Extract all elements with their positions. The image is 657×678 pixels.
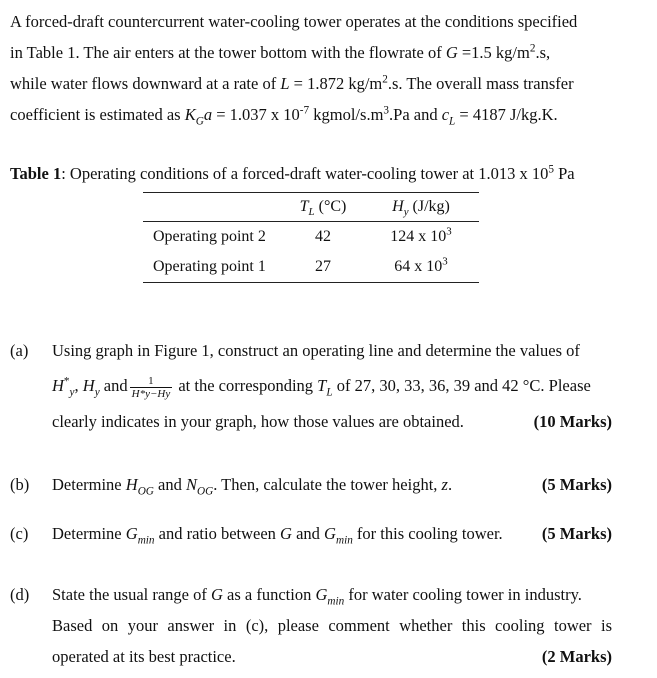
fraction: $\frac{1}{H*y-Hy}$ <box>131 374 171 400</box>
question-body <box>52 579 612 672</box>
intro-line-2: in Table 1. The air enters at the tower bottom with the flowrate of G =1.5 $kg/m^2.s$, <box>10 42 551 62</box>
question-line: $H^*_y$, $H_y$ and $\frac{1}{H*y-Hy}$ at the corresponding $T_L$ of 27, 30, 33, 36, 39 and 42 °C. Please <box>52 374 591 400</box>
question-body <box>52 518 612 549</box>
table-row <box>143 252 479 283</box>
marks-label: (5 Marks) <box>541 524 612 543</box>
table-caption: Table 1: Operating conditions of a forced-draft water-cooling tower at 1.013 x $10^5$ Pa <box>10 163 575 183</box>
question-line: Based on your answer in (c), please comment whether this cooling tower is <box>52 616 612 635</box>
problem-intro <box>10 6 650 130</box>
question-label: (d) <box>10 585 30 604</box>
row-hy-value: 124 x $10^3$ <box>390 225 452 245</box>
intro-line-1: A forced-draft countercurrent water-cooling tower operates at the conditions specified <box>10 12 578 31</box>
row-tl-value: 27 <box>315 258 331 275</box>
intro-line-3: while water flows downward at a rate of L = 1.872 $kg/m^2.s$. The overall mass transfer <box>10 73 574 93</box>
intro-line-4: coefficient is estimated as $K_Ga = 1.037$ x $10^{-7}$ kgmol/$s.m^3.Pa$ and $c_L = 4187$ J/kg.K. <box>10 104 558 128</box>
question-line: State the usual range of G as a function $G_{min}$ for water cooling tower in industry. <box>52 585 582 608</box>
table-row <box>143 222 479 253</box>
row-hy-value: 64 x $10^3$ <box>394 255 448 275</box>
row-label: Operating point 1 <box>153 258 266 275</box>
question-label: (b) <box>10 475 30 494</box>
table-header-row <box>143 193 479 222</box>
table-header-blank <box>143 193 283 222</box>
question-line: Determine $G_{min}$ and ratio between G and $G_{min}$ for this cooling tower. (5 Marks) <box>52 518 612 549</box>
question-body <box>52 335 612 437</box>
question-line: Determine $H_{OG}$ and $N_{OG}$. Then, calculate the tower height, z. (5 Marks) <box>52 469 612 500</box>
question-line: clearly indicates in your graph, how those values are obtained. (10 Marks) <box>52 406 612 437</box>
question-body <box>52 469 612 500</box>
marks-label: (5 Marks) <box>541 475 612 494</box>
marks-label: (10 Marks) <box>533 412 612 431</box>
operating-conditions-table <box>143 192 479 283</box>
question-label: (c) <box>10 524 29 543</box>
table-header-tl: $T_L$ (°C) <box>299 198 347 219</box>
row-label: Operating point 2 <box>153 228 266 245</box>
table-header-hy: $H_y$ (J/kg) <box>392 198 450 219</box>
marks-label: (2 Marks) <box>541 647 612 666</box>
question-line: Using graph in Figure 1, construct an operating line and determine the values of <box>52 341 580 360</box>
row-tl-value: 42 <box>315 228 331 245</box>
question-label: (a) <box>10 341 29 360</box>
question-line: operated at its best practice. (2 Marks) <box>52 641 612 672</box>
